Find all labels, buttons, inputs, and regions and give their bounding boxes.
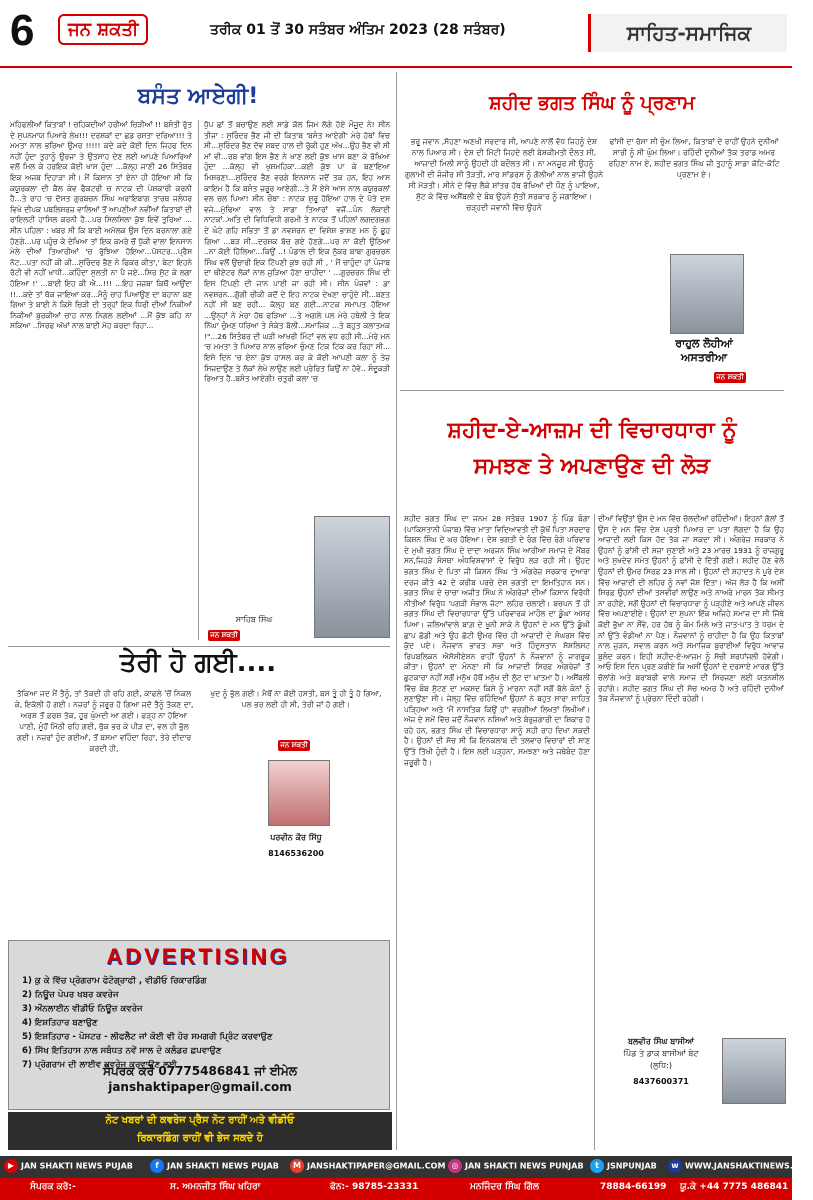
article-text-basant-col1: ਮਹਿਫਲੀਆਂ ਕਿਤਾਬਾਂ ! ਚਹਿਕਦੀਆਂ ਹਰੀਆਂ ਚਿੜੀਆਂ !! ਬਸੰਤੀ ਰੁੱਤ ਦੇ ਸੁਪਨਮਾਯ ਪਿਆਰੇ ਲੇਖ!!! ਦਰਸ਼ਕਾਂ ਦਾ ਛਡ ਰਸਤਾ ਦਰਿਆ!!! ਤੇ ਮਮਤਾ ਨਾਲ ਭਰਿਆ ਉਮਰ !!!!! ਕਦੇ ਕਦੇ ਕੋਈ ਦਿਨ ਜਿਹਫ ਦਿਨ ਨਹੀਂ ਹੁੰਦਾ ਤੁਹਾਨੂੰ ਉਰਜਾ ਤੇ ਉਤਸ਼ਾਹ ਦੇਣ ਲਈ ਆਪਣੇ ਪਿਆਰਿਆਂ ਵਲੋਂ ਮਿਲ ਕੇ ਹਰਇਕ ਕੋਈ ਖਾਸ ਹੁੰਦਾ ...ਕੱਲ੍ਹ ਜਾਣੀ 26 ਸਿਤੰਬਰ ਇਕ ਅਜਬ ਦਿਹਾੜਾ ਸੀ। ਮੈਂ ਕਿਸਾਨ ਤਾਂ ਏਨਾ ਹੀ ਹੋਇਆ ਸੀ ਕਿ ਕਯੂਰਕਲਾ ਦੀ ਕੈਲ ਕੇਵ ਫੈਕਟਰੀ ਚ ਨਾਟਕ ਦੀ ਪੇਸ਼ਕਾਰੀ ਕਰਨੀ ਹੈ...ਤੇ ਰਾਹ 'ਚ ਦੋਸਤ ਗੁਰਬਚਨ ਸਿੰਘ ਅਰਾਇਬਾਗ ਤਾਰਥ ਜਲੰਧਰ ਵਿਖੇ ਦੀਪਕ ਪਬਲਿਸ਼ਰਜ਼ ਵਾਲਿਆਂ ਤੋਂ ਆਪਣੀਆਂ ਨਵੀਂਆਂ ਕਿਤਾਬਾਂ ਦੀ ਰਾਇਲਟੀ ਹਾਸਿਲ ਕਰਨੀ ਹੈ...ਪਰ ਸਿਲਸਿਲਾ ਕੁੱਝ ਇਵੇਂ ਤੁਰਿਆ ... ਸੀਨ ਪਹਿਲਾ : ਖਬਰ ਸੀ ਕਿ ਬਾਈ ਅਮੋਲਕ ਉਸ ਦਿਨ ਬਰਨਾਲਾ ਗਏ ਹੋਣਗੇ...ਪਰ ਪਹੁੰਚ ਕੇ ਦੇਖਿਆ ਤਾਂ ਇਕ ਕਮਰੇ ਚੋਂ ਧੁੱਕੀ ਵਾਲਾ ਇਨਸਾਨ ਮੇਲੇ ਦੀਆਂ ਤਿਆਰੀਆਂ 'ਚ ਰੁੱਝਿਆ ਹੋਇਆ...ਪੋਸਟਰ...ਪ੍ਰੈਸ ਨੋਟ...ਪਤਾ ਨਹੀਂ ਕੀ ਕੀ...ਸੁਰਿੰਦਰ ਭੈਣ ਨੇ ਫਿਕਰ ਕੀਤਾ,' ਬੇਟਾ ਇਹਨੇ ਰੋਟੀ ਵੀ ਨਹੀਂ ਖਾਧੀ...ਕਹਿੰਦਾ ਸੁਲਤੀ ਨਾ ਪੈ ਜਏ...ਸਿਰ ਸੁੱਟ ਕੇ ਲਗਾ ਹੋਇਆ !' ...ਬਾਈ ਇਹ ਕੀ ਐ...!!! ...ਇਹ ਜਜ਼ਬਾ ਕਿਥੋਂ ਆਉਂਦਾ !!...ਕਦੇ ਤਾਂ ਥੱਕ ਜਾਇਆ ਕਰ...ਮੈਨੂੰ ਚਾਹ ਪਿਆਉਣ ਦਾ ਬਹਾਨਾ ਬਣ ਗਿਆ ਤੇ ਬਾਈ ਨੇ ਕਿਸੇ ਚਿੜੀ ਦੀ ਤਰ੍ਹਾਂ ਇਕ ਧਿਰੀ ਦੀਆਂ ਨਿਕੀਆਂ ਨਿਕੀਆਂ ਬੁਰਕੀਆਂ ਚਾਹ ਨਾਲ ਨਿਗਲ ਲਈਆਂ ...ਮੈਂ ਕੁੱਝ ਕਹਿ ਨਾ ਸਕਿਆ ..ਸਿਰਫ ਅੱਖਾਂ ਨਾਲ ਬਾਈ ਮੋਹ ਕਰਦਾ ਰਿਹਾ... (10, 120, 192, 331)
article-text-basant-col2: ਧੁੱਪ ਛਾਂ ਤੋਂ ਬਚਾਉਣ ਲਈ ਸਾਡੇ ਕੋਲ ਜਿਮ ਲੱਗੇ ਹੋਏ ਮੌਜੂਦ ਨੇ! ਸੀਨ ਤੀਜਾ : ਸੁਰਿੰਦਰ ਭੈਣ ਜੀ ਦੀ ਕਿਤਾਬ 'ਬਸੰਤ ਆਏਗੀ' ਮੇਰੇ ਹੱਥਾਂ ਵਿਚ ਸੀ...ਸੁਰਿੰਦਰ ਭੈਣ ਦੋਵ ਸ਼ਬਦ ਹਾਲ ਦੀ ਰੁੱਕੀ ਹੁਣ ਅੱਖ...ਉਹ ਭੈਣ ਵੀ ਸੀ ਮਾਂ ਵੀ...ਰਬ ਵਾਂਗ ਇਸ ਭੈਣ ਨੇ ਖਾਣ ਲਈ ਕੁੱਝ ਖਾਸ ਬਣਾ ਕੇ ਰੱਖਿਆ ਹੁੰਦਾ ...ਕੱਲ੍ਹ ਵੀ ਖੁਸ਼ਮਹਿਕਾ...ਕਈ ਕੁੱਝ ਪਾ ਕੇ ਬਣਾਇਆ ਮਿਸ਼ਰਣ!...ਸੁਰਿੰਦਰ ਭੈਣ ਵਰਗੇ ਇਨਸਾਨ ਜਦੋਂ ਤਕ ਹਨ, ਇਹ ਆਸ ਕਾਇਮ ਹੈ ਕਿ ਬਸੰਤ ਜ਼ਰੂਰ ਆਏਗੀ...ਤੇ ਮੈਂ ਏਸੇ ਆਸ ਨਾਲ ਕਯੂਰਕਲਾਂ ਵਲ ਚਲ ਪਿਆ! ਸੀਨ ਚੌਥਾ : ਨਾਟਕ ਸ਼ੁਰੂ ਹੋਇਆ ਹਾਲ ਦੇ ਪੱਤੇ ਦਸ ਵਜੇ...ਮੁੱਢਿਆ ਵਾਲ ਤੇ ਸਾਡਾ ਤਿਆਰਾਂ ਵਜੋਂ...ਪੰਨ ਲੋਕਾਈ ਨਾਟਕਾਂ..ਅਤਿ ਦੀ ਵਿਧਿਵਿਧੀ ਗਰਮੀ ਤੇ ਨਾਟਕ ਤੋਂ ਪਹਿਲਾਂ ਲਗਦਗਭਗ ਦੇ ਘੰਟੇ ਗਹਿ ਸਭਿਤਾ ਤੋਂ ਡਾ ਨਵਸ਼ਰਨ ਦਾ ਵਿਸ਼ੇਸ਼ ਭਾਸ਼ਣ ਮਨ ਨੂੰ ਛੂਹ ਗਿਆ ...ਬੜ ਸੀ...ਦਰਸ਼ਕ ਬੱਚ ਗਏ ਹੋਣਗੇ...ਪਰ ਨਾ ਕੋਈ ਉਠਿਆ ..ਨਾ ਕੋਈ ਹਿੱਲਿਆ...ਕਿਉਂ ..! ਪੰਡਾਲ ਦੀ ਇਕ ਨੁੱਕਰ ਬਾਬਾ ਗੁਰਚਰਨ ਸਿੰਘ ਵਲੋਂ ਉਚਾਰੀ ਇਕ ਟਿੱਪਣੀ ਕੁਝ ਰਹੀ ਸੀ , ' ਮੈਂ ਚਾਹੁੰਦਾ ਹਾਂ ਪੰਜਾਬ ਦਾ ਥੀਏਟਰ ਲੋਕਾਂ ਨਾਲ ਜੁੜਿਆ ਹੋਣਾ ਚਾਹੀਦਾ ' ...ਗੁਰਚਰਨ ਸਿੰਘ ਦੀ ਇਸ ਟਿੱਪਣੀ ਦੀ ਜਾਨ ਪਾਈ ਜਾ ਰਹੀ ਸੀ। ਸੀਨ ਪੰਜਵਾਂ : ਡਾ ਨਵਸ਼ਰਨ...ਗੁੱਗੀ ਚੀਕੀ ਕਦੋਂ ਦੇ ਇਹ ਨਾਟਕ ਦੇਖਣਾ ਚਾਹੁੰਦੇ ਸੀ...ਬਣਤ ਨਹੀਂ ਸੀ ਬਣ ਰਹੀ... ਕੱਲ੍ਹ ਬਣ ਗਈ...ਨਾਟਕ ਸਮਾਪਤ ਹੋਇਆ ...ਉਨ੍ਹਾਂ ਨੇ ਮੇਰਾ ਹੱਥ ਫੜਿਆ ...ਤੇ ਅਗਲੇ ਪਲ ਮੇਰੇ ਹਥੇਲੀ ਤੇ ਇਕ ਨਿੱਘਾ ਚੁੰਮਣ ਧਰਿਆ ਤੇ ਸੰਕੇਤ ਬੋਲੀ...ਸਮਾਜਿਕ ...ਤੇ ਬਹੁਤ ਕਲਾਤਮਕ !"...26 ਸਿਤੰਬਰ ਦੀ ਘੜੀ ਆਖਰੀ ਮਿੰਟਾਂ ਵਲ ਵਧ ਰਹੀ ਸੀ...ਮੇਰੇ ਮਨ 'ਚ ਮਮਤਾ ਤੇ ਪਿਆਰ ਨਾਲ ਭਰਿਆ ਚੁੰਮਣ ਟਿਕ ਟਿਕ ਕਰ ਰਿਹਾ ਸੀ... ਇਸੇ ਦਿਨ 'ਚ ਏਨਾ ਕੁੱਝ ਹਾਸਲ ਕਰ ਕੇ ਕੋਈ ਆਪਣੀ ਕਲਾ ਨੂੰ ਤੇਜ਼ ਸਿਜਦਾਉਣ ਤੇ ਲੋਕਾਂ ਲੇਖੇ ਲਾਉਣ ਲਈ ਪ੍ਰੇਰਿਤ ਕਿਉਂ ਨਾ ਹੋਵੇ.. ਸੰਦੂਕੜੀ ਰਿਆਤ ਹੈ..ਬਸੰਤ ਆਏਗੀ! ਚਤੁਰੀ ਕਲਾ 'ਚ (204, 120, 390, 384)
advertising-item: 2) ਨਿਊਜ਼ ਪੇਪਰ ਖਬਰ ਕਵਰੇਜ (22, 990, 119, 1000)
social-label: JAN SHAKTI NEWS PUJAB (167, 1161, 279, 1171)
contact-phone: ਫੋਨ:- 98785-23331 (330, 1182, 419, 1192)
author-district-azam: (ਲੁਧਿ:) (650, 1061, 672, 1070)
author-photo (314, 516, 390, 638)
column-divider (198, 120, 199, 640)
column-divider (594, 514, 595, 1150)
author-photo (722, 1038, 786, 1104)
twitter-icon: t (590, 1159, 604, 1173)
youtube-icon: ▶ (4, 1159, 18, 1173)
web-icon: w (668, 1159, 682, 1173)
poem-text-shaheed-col1: ਭਰੂ ਜਵਾਨ ,ਸੋਹਣਾ ਅਣਖੀ ਸਰਦਾਰ ਸੀ, ਆਪਣੇ ਨਾਲੋਂ ਵੱਧ ਜਿਹਨੂੰ ਦੇਸ਼ ਨਾਲ ਪਿਆਰ ਸੀ। ਦੇਸ਼ ਦੀ ਮਿੱਟੀ ਜਿਹਦੇ ਲਈ ਬੇਸ਼ਕੀਮਤੀ ਦੌਲਤ ਸੀ, ਆਜ਼ਾਦੀ ਮਿਲੀ ਸਾਨੂੰ ਉਹਦੀ ਹੀ ਬਦੌਲਤ ਸੀ। ਨਾ ਮਨਜ਼ੂਰ ਸੀ ਉਹਨੂੰ ਗੁਲਾਮੀ ਦੀ ਜੰਜੀਰ ਸੀ ਤੋੜਤੀ, ਮਾਰ ਸਾਂਡਰਸ ਨੂੰ ਗੋਲੀਆਂ ਨਾਲ ਭਾਜੀ ਉਹਨੇ ਸੀ ਮੋੜਤੀ। ਸੀਨੇ ਦੇ ਵਿੱਚ ਲੈਕੇ ਸ਼ਾਂਤਰ ਹੱਥ ਰੱਖਿਆਂ ਦੀ ਧੌਣ ਨੂੰ ਪਾਇਆ, ਸੁੱਟ ਕੇ ਵਿੱਚ ਅਸੈਂਬਲੀ ਦੇ ਬੰਬ ਉਹਨੇ ਸੁੱਤੀ ਸਰਕਾਰ ਨੂੰ ਜਗਾਇਆ। ਚੜ੍ਹਦੀ ਜਵਾਨੀ ਵਿੱਚ ਉਹਨੇ (404, 137, 604, 212)
brand-stamp: ਜਨ ਸ਼ਕਤੀ (208, 630, 240, 641)
advertising-contact: ਸੰਪਰਕ ਕਰੋ 07775486841 ਜਾਂ ਈਮੇਲ (103, 1064, 297, 1078)
social-instagram[interactable] (448, 1159, 584, 1175)
advertising-item: 3) ਔਨਲਾਈਨ ਵੀਡੀਓ ਨਿਊਜ਼ ਕਵਰੇਜ (22, 1004, 143, 1014)
brand-stamp: ਜਨ ਸ਼ਕਤੀ (714, 372, 746, 383)
article-title-basant: ਬਸੰਤ ਆਏਗੀ! (137, 84, 259, 109)
advertising-list (22, 974, 382, 1072)
brand-stamp: ਜਨ ਸ਼ਕਤੀ (278, 740, 310, 751)
social-label: JSNPUNJAB (607, 1161, 657, 1171)
author-name-teri: ਪਰਵੀਨ ਕੌਰ ਸਿੱਧੂ (270, 833, 322, 842)
author-place-azam: ਪਿੰਡ ਤੇ ਡਾਕ ਬਾਸੀਆਂ ਬੇਟ (623, 1049, 699, 1058)
contact-phone: 78884-66199 (600, 1182, 667, 1192)
author-name-azam: ਬਲਵੀਰ ਸਿੰਘ ਬਾਸੀਆਂ (628, 1037, 694, 1046)
advertising-title: ADVERTISING (106, 944, 290, 969)
article-text-azam-col1: ਸ਼ਹੀਦ ਭਗਤ ਸਿੰਘ ਦਾ ਜਨਮ 28 ਸਤੰਬਰ 1907 ਨੂੰ ਪਿੰਡ ਬੰਗਾ (ਪਾਕਿਸਤਾਨੀ ਪੰਜਾਬ) ਵਿੱਚ ਮਾਤਾ ਵਿਦਿਆਵਤੀ ਦੀ ਕੁੱਖੋਂ ਪਿਤਾ ਸਰਦਾਰ ਕਿਸ਼ਨ ਸਿੰਘ ਦੇ ਘਰ ਹੋਇਆ। ਦੇਸ਼ ਭਗਤੀ ਦੇ ਰੰਗ ਵਿੱਚ ਰੰਗੇ ਪਰਿਵਾਰ ਦੇ ਮੁਖੀ ਭਗਤ ਸਿੰਘ ਦੇ ਦਾਦਾ ਅਰਜਨ ਸਿੰਘ ਆਰੀਆ ਸਮਾਜ ਦੇ ਮੈਂਬਰ ਸਨ,ਜਿਹੜੇ ਸੰਸਥਾ ਅੰਧਵਿਸ਼ਵਾਸਾਂ ਦੇ ਵਿਰੁੱਧ ਲੜ ਰਹੀ ਸੀ। ਉਹਦ ਭਗਤ ਸਿੰਘ ਦੇ ਪਿਤਾ ਜੀ ਕਿਸ਼ਨ ਸਿੰਘ 'ਤੇ ਅੰਗਰੇਜ਼ ਸਰਕਾਰ ਦੁਆਰਾ ਦਰਜ ਕੀਤੇ 42 ਦੇ ਕਰੀਬ ਪਰਚੇ ਦੇਸ਼ ਭਗਤੀ ਦਾ ਇਮਤਿਹਾਨ ਸਨ। ਭਗਤ ਸਿੰਘ ਦੇ ਚਾਚਾ ਅਜੀਤ ਸਿੰਘ ਨੇ ਅੰਗਰੇਜ਼ਾਂ ਦੀਆਂ ਕਿਸਾਨ ਵਿਰੋਧੀ ਨੀਤੀਆਂ ਵਿਰੁੱਧ 'ਪਗੜੀ ਸੰਭਾਲ ਜੱਟਾ' ਲਹਿਰ ਚਲਾਈ। ਬਚਪਨ ਤੋਂ ਹੀ ਭਗਤ ਸਿੰਘ ਦੀ ਵਿਚਾਰਧਾਰਾ ਉੱਤੇ ਪਰਿਵਾਰਕ ਮਾਹੌਲ ਦਾ ਡੂੰਘਾ ਅਸਰ ਪਿਆ। ਜਲਿਆਂਵਾਲੇ ਬਾਗ਼ ਦੇ ਖੂਨੀ ਸਾਕੇ ਨੇ ਉਹਨਾਂ ਦੇ ਮਨ ਉੱਤੇ ਡੂੰਘੀ ਛਾਪ ਛੱਡੀ ਅਤੇ ਉਹ ਛੋਟੀ ਉਮਰ ਵਿੱਚ ਹੀ ਆਜ਼ਾਦੀ ਦੇ ਸੰਘਰਸ਼ ਵਿੱਚ ਕੁੱਦ ਪਏ। ਨੌਜਵਾਨ ਭਾਰਤ ਸਭਾ ਅਤੇ ਹਿੰਦੁਸਤਾਨ ਸੋਸ਼ਲਿਸਟ ਰਿਪਬਲਿਕਨ ਐਸੋਸੀਏਸ਼ਨ ਰਾਹੀਂ ਉਹਨਾਂ ਨੇ ਨੌਜਵਾਨਾਂ ਨੂੰ ਜਾਗਰੂਕ ਕੀਤਾ। ਉਹਨਾਂ ਦਾ ਮੰਨਣਾ ਸੀ ਕਿ ਆਜ਼ਾਦੀ ਸਿਰਫ਼ ਅੰਗਰੇਜ਼ਾਂ ਤੋਂ ਛੁਟਕਾਰਾ ਨਹੀਂ ਸਗੋਂ ਮਨੁੱਖ ਹੱਥੋਂ ਮਨੁੱਖ ਦੀ ਲੁੱਟ ਦਾ ਖ਼ਾਤਮਾ ਹੈ। ਅਸੈਂਬਲੀ ਵਿੱਚ ਬੰਬ ਸੁੱਟਣ ਦਾ ਮਕਸਦ ਕਿਸੇ ਨੂੰ ਮਾਰਨਾ ਨਹੀਂ ਸਗੋਂ ਬੋਲੇ ਕੰਨਾਂ ਨੂੰ ਸੁਣਾਉਣਾ ਸੀ। ਜੇਲ੍ਹ ਵਿੱਚ ਰਹਿੰਦਿਆਂ ਉਹਨਾਂ ਨੇ ਬਹੁਤ ਸਾਰਾ ਸਾਹਿਤ ਪੜ੍ਹਿਆ ਅਤੇ 'ਮੈਂ ਨਾਸਤਿਕ ਕਿਉਂ ਹਾਂ' ਵਰਗੀਆਂ ਲਿਖਤਾਂ ਲਿਖੀਆਂ। ਅੱਜ ਦੇ ਸਮੇਂ ਵਿੱਚ ਜਦੋਂ ਨੌਜਵਾਨ ਨਸ਼ਿਆਂ ਅਤੇ ਬੇਰੁਜ਼ਗਾਰੀ ਦਾ ਸ਼ਿਕਾਰ ਹੋ ਰਹੇ ਹਨ, ਭਗਤ ਸਿੰਘ ਦੀ ਵਿਚਾਰਧਾਰਾ ਸਾਨੂੰ ਸਹੀ ਰਾਹ ਦਿਖਾ ਸਕਦੀ ਹੈ। ਉਹਨਾਂ ਦੀ ਸੋਚ ਸੀ ਕਿ ਇਨਕਲਾਬ ਦੀ ਤਲਵਾਰ ਵਿਚਾਰਾਂ ਦੀ ਸਾਣ ਉੱਤੇ ਤਿੱਖੀ ਹੁੰਦੀ ਹੈ। ਇਸ ਲਈ ਪੜ੍ਹਨਾ, ਸਮਝਣਾ ਅਤੇ ਜਥੇਬੰਦ ਹੋਣਾ ਜ਼ਰੂਰੀ ਹੈ। (404, 514, 590, 767)
author-place-shaheed: ਅਸਤਰੀਆ (681, 351, 727, 364)
brand-logo: ਜਨ ਸ਼ਕਤੀ (58, 14, 148, 45)
contact-name: ਮਨਜਿੰਦਰ ਸਿੰਘ ਗਿੱਲ (470, 1182, 539, 1192)
poem-text-shaheed-col2: ਫਾਂਸੀ ਦਾ ਰੱਸਾ ਸੀ ਚੁੰਮ ਲਿਆ, ਕਿਤਾਬਾਂ ਦੇ ਰਾਹੀਂ ਉਹਨੇ ਦੁਨੀਆਂ ਸਾਰੀ ਨੂੰ ਸੀ ਘੁੰਮ ਲਿਆ। ਰਹਿੰਦੀ ਦੁਨੀਆਂ ਤੱਕ ਤਰਾਡ ਅਮਰ ਰਹਿਣਾ ਨਾਮ ਏ, ਸ਼ਹੀਦ ਭਗਤ ਸਿੰਘ ਜੀ ਤੁਹਾਨੂੰ ਸਾਡਾ ਕੋਟਿ-ਕੋਟਿ ਪ੍ਰਣਾਮ ਏ। (608, 137, 780, 179)
author-photo (268, 760, 330, 826)
facebook-icon: f (150, 1159, 164, 1173)
coverage-banner (8, 1112, 392, 1150)
advertising-item: 1) ਕੁ ਕੇ ਵਿੱਚ ਪ੍ਰੋਗਰਾਮ ਫੋਟੋਗ੍ਰਾਫੀ , ਵੀਡੀਓ ਰਿਕਾਰਡਿੰਗ (22, 976, 207, 986)
social-label: JANSHAKTIPAPER@GMAIL.COM (307, 1161, 446, 1171)
contact-phone-uk: ਯੂ.ਕੇ +44 7775 486841 (680, 1182, 789, 1192)
social-twitter[interactable] (590, 1159, 657, 1175)
poem-text-teri-col1: ਤੱਕਿਆ ਜਦ ਮੈਂ ਤੈਨੂੰ, ਤਾਂ ਤੱਕਦੀ ਹੀ ਰਹਿ ਗਈ, ਕਾਫਲੇ 'ਚੋਂ ਨਿਕਲ ਕੇ, ਇਕੱਲੀ ਹੋ ਗਈ। ਨਜ਼ਰਾਂ ਨੂੰ ਜ਼ਰੂਰ ਹੋ ਗਿਆ ਜਦੋ ਤੈਨੂੰ ਤੱਕਣ ਦਾ, ਅਰਸ਼ ਤੋਂ ਫ਼ਰਸ਼ ਤੱਕ, ਹੂਰ ਘੁੰਮਦੀ ਆ ਗਈ। ਫੜ੍ਹ ਨਾ ਹੋਇਆ ਪਾਣੀ, ਮੂੰਹੋਂ ਮਿੱਠੀ ਰਹਿ ਗਈ, ਥੁੱਕ ਭਰ ਕੇ ਪੀੜ ਦਾ, ਵਲ ਹੀ ਭੁੱਲ ਗਈ। ਨਜ਼ਰਾਂ ਹੁੰਦ ਗਈਆਂ, ਤੋਂ ਬਸਮਾ ਵਹਿੰਦਾ ਰਿਹਾ, ਤੇਰੇ ਦੀਦਾਰ ਕਰਦੀ ਹੀ, (14, 689, 194, 753)
author-photo (670, 254, 744, 334)
article-title-azam-line1: ਸ਼ਹੀਦ-ਏ-ਆਜ਼ਮ ਦੀ ਵਿਚਾਰਧਾਰਾ ਨੂੰ (447, 418, 737, 443)
social-facebook[interactable] (150, 1159, 279, 1175)
poem-title-teri: ਤੇਰੀ ਹੋ ਗਈ.... (119, 648, 277, 678)
author-phone-azam: 8437600371 (633, 1077, 689, 1086)
author-name-shaheed: ਰਾਹੁਲ ਲੋਹੀਆਂ (675, 337, 733, 350)
gmail-icon: M (290, 1159, 304, 1173)
author-name-basant: ਸਾਹਿਬ ਸਿੰਘ (235, 615, 273, 624)
date-line: ਤਰੀਕ 01 ਤੋਂ 30 ਸਤੰਬਰ ਅੰਤਿਮ 2023 (28 ਸਤੰਬਰ) (210, 22, 506, 38)
author-phone-teri: 8146536200 (268, 849, 324, 858)
advertising-item: 4) ਇਸ਼ਤਿਹਾਰ ਬਣਾਉਣ (22, 1018, 98, 1028)
social-label: JAN SHAKTI NEWS PUNJAB (465, 1161, 584, 1171)
contact-label: ਸੰਪਰਕ ਕਰੋ:- (30, 1182, 76, 1192)
social-youtube[interactable] (4, 1159, 133, 1175)
article-title-azam-line2: ਸਮਝਣ ਤੇ ਅਪਣਾਉਣ ਦੀ ਲੋੜ (473, 454, 711, 479)
poem-title-shaheed: ਸ਼ਹੀਦ ਭਗਤ ਸਿੰਘ ਨੂੰ ਪ੍ਰਣਾਮ (489, 92, 695, 114)
poem-text-teri-col2: ਖੁਦ ਨੂੰ ਭੁੱਲ ਗਈ। ਮੈਥੋਂ ਨਾ ਕੋਈ ਹਸਤੀ, ਬਸ ਤੂੰ ਹੀ ਤੂੰ ਹੋ ਗਿਆ, ਪਲ ਭਰ ਲਈ ਹੀ ਸੀ, ਤੇਰੀ ਜਾਂ ਹੋ ਗਈ। (210, 689, 382, 709)
social-label: WWW.JANSHAKTINEWS.COM (685, 1161, 813, 1171)
advertising-item: 5) ਇਸ਼ਤਿਹਾਰ - ਪੋਸਟਰ - ਲੀਫਲੈਟ ਜਾਂ ਕੋਈ ਵੀ ਹੋਰ ਸਮਗਰੀ ਪ੍ਰਿੰਟ ਕਰਵਾਉਣ (22, 1032, 273, 1042)
advertising-email[interactable]: janshaktipaper@gmail.com (108, 1080, 292, 1094)
section-title: ਸਾਹਿਤ-ਸਮਾਜਿਕ (588, 14, 787, 52)
banner-line: ਰਿਕਾਰਡਿੰਗ ਰਾਹੀਂ ਵੀ ਭੇਜ ਸਕਦੇ ਹੋ (137, 1133, 263, 1144)
instagram-icon: ◎ (448, 1159, 462, 1173)
social-label: JAN SHAKTI NEWS PUJAB (21, 1161, 133, 1171)
contact-name: ਸ. ਅਮਨਜੀਤ ਸਿੰਘ ਖਹਿਰਾ (170, 1182, 261, 1192)
social-gmail[interactable] (290, 1159, 445, 1175)
social-website[interactable] (668, 1159, 813, 1175)
contact-bar (0, 1178, 792, 1200)
social-bar (0, 1156, 813, 1178)
section-divider (8, 646, 390, 647)
advertising-item: 7) ਪ੍ਰੋਗਰਾਮ ਦੀ ਲਾਈਵ ਕਵਰੇਜ ਕਰਵਾਉਣ ਲਈ (22, 1060, 177, 1070)
article-text-azam-col2: ਦੀਆਂ ਵਿਉਂਤਾਂ ਉਸ ਦੇ ਮਨ ਵਿੱਚ ਚੱਲਦੀਆਂ ਰਹਿੰਦੀਆਂ। ਇਹਨਾਂ ਗੱਲਾਂ ਤੋਂ ਉਸ ਦੇ ਮਨ ਵਿੱਚ ਦੇਸ਼ ਪ੍ਰਤੀ ਪਿਆਰ ਦਾ ਪਤਾ ਲੱਗਦਾ ਹੈ ਕਿ ਉਹ ਆਜ਼ਾਦੀ ਲਈ ਕਿਸ ਹੱਦ ਤੱਕ ਜਾ ਸਕਦਾ ਸੀ। ਅੰਗਰੇਜ਼ ਸਰਕਾਰ ਨੇ ਉਹਨਾਂ ਨੂੰ ਫ਼ਾਂਸੀ ਦੀ ਸਜ਼ਾ ਸੁਣਾਈ ਅਤੇ 23 ਮਾਰਚ 1931 ਨੂੰ ਰਾਜਗੁਰੂ ਅਤੇ ਸੁਖਦੇਵ ਸਮੇਤ ਉਹਨਾਂ ਨੂੰ ਫ਼ਾਂਸੀ ਦੇ ਦਿੱਤੀ ਗਈ। ਸ਼ਹੀਦ ਹੋਣ ਵੇਲੇ ਉਹਨਾਂ ਦੀ ਉਮਰ ਸਿਰਫ਼ 23 ਸਾਲ ਸੀ। ਉਹਨਾਂ ਦੀ ਸ਼ਹਾਦਤ ਨੇ ਪੂਰੇ ਦੇਸ਼ ਵਿੱਚ ਆਜ਼ਾਦੀ ਦੀ ਲਹਿਰ ਨੂੰ ਨਵਾਂ ਜੋਸ਼ ਦਿੱਤਾ। ਅੱਜ ਲੋੜ ਹੈ ਕਿ ਅਸੀਂ ਸਿਰਫ਼ ਉਹਨਾਂ ਦੀਆਂ ਤਸਵੀਰਾਂ ਲਾਉਣ ਅਤੇ ਨਾਅਰੇ ਮਾਰਨ ਤੱਕ ਸੀਮਤ ਨਾ ਰਹੀਏ, ਸਗੋਂ ਉਹਨਾਂ ਦੀ ਵਿਚਾਰਧਾਰਾ ਨੂੰ ਪੜ੍ਹੀਏ ਅਤੇ ਆਪਣੇ ਜੀਵਨ ਵਿੱਚ ਅਪਣਾਈਏ। ਉਹਨਾਂ ਦਾ ਸੁਪਨਾ ਇੱਕ ਅਜਿਹੇ ਸਮਾਜ ਦਾ ਸੀ ਜਿੱਥੇ ਕੋਈ ਭੁੱਖਾ ਨਾ ਸੌਂਵੇ, ਹਰ ਹੱਥ ਨੂੰ ਕੰਮ ਮਿਲੇ ਅਤੇ ਜਾਤ-ਪਾਤ ਤੇ ਧਰਮ ਦੇ ਨਾਂ ਉੱਤੇ ਵੰਡੀਆਂ ਨਾ ਪੈਣ। ਨੌਜਵਾਨਾਂ ਨੂੰ ਚਾਹੀਦਾ ਹੈ ਕਿ ਉਹ ਕਿਤਾਬਾਂ ਨਾਲ ਜੁੜਨ, ਸਵਾਲ ਕਰਨ ਅਤੇ ਸਮਾਜਿਕ ਬੁਰਾਈਆਂ ਵਿਰੁੱਧ ਆਵਾਜ਼ ਬੁਲੰਦ ਕਰਨ। ਇਹੀ ਸ਼ਹੀਦ-ਏ-ਆਜ਼ਮ ਨੂੰ ਸੱਚੀ ਸ਼ਰਧਾਂਜਲੀ ਹੋਵੇਗੀ। ਆਓ ਇਸ ਦਿਨ ਪ੍ਰਣ ਕਰੀਏ ਕਿ ਅਸੀਂ ਉਹਨਾਂ ਦੇ ਦਰਸਾਏ ਮਾਰਗ ਉੱਤੇ ਚੱਲਾਂਗੇ ਅਤੇ ਬਰਾਬਰੀ ਵਾਲੇ ਸਮਾਜ ਦੀ ਸਿਰਜਣਾ ਲਈ ਯਤਨਸ਼ੀਲ ਰਹਾਂਗੇ। ਸ਼ਹੀਦ ਭਗਤ ਸਿੰਘ ਦੀ ਸੋਚ ਅਮਰ ਹੈ ਅਤੇ ਰਹਿੰਦੀ ਦੁਨੀਆਂ ਤੱਕ ਨੌਜਵਾਨਾਂ ਨੂੰ ਪ੍ਰੇਰਨਾ ਦਿੰਦੀ ਰਹੇਗੀ। (598, 514, 784, 704)
column-divider (396, 72, 397, 1150)
page-number: 6 (10, 6, 35, 55)
section-divider (400, 390, 784, 391)
banner-line: ਨੋਟ ਖਬਰਾਂ ਦੀ ਕਵਰੇਜ ਪ੍ਰੈਸ ਨੋਟ ਰਾਹੀਂ ਅਤੇ ਵੀਡੀਓ (105, 1115, 295, 1126)
advertising-item: 6) ਸਿੱਖ ਇਤਿਹਾਸ ਨਾਲ ਸਬੰਧਤ ਨਵੇਂ ਸਾਲ ਦੇ ਕਲੰਡਰ ਛਪਵਾਉਣ (22, 1046, 222, 1056)
